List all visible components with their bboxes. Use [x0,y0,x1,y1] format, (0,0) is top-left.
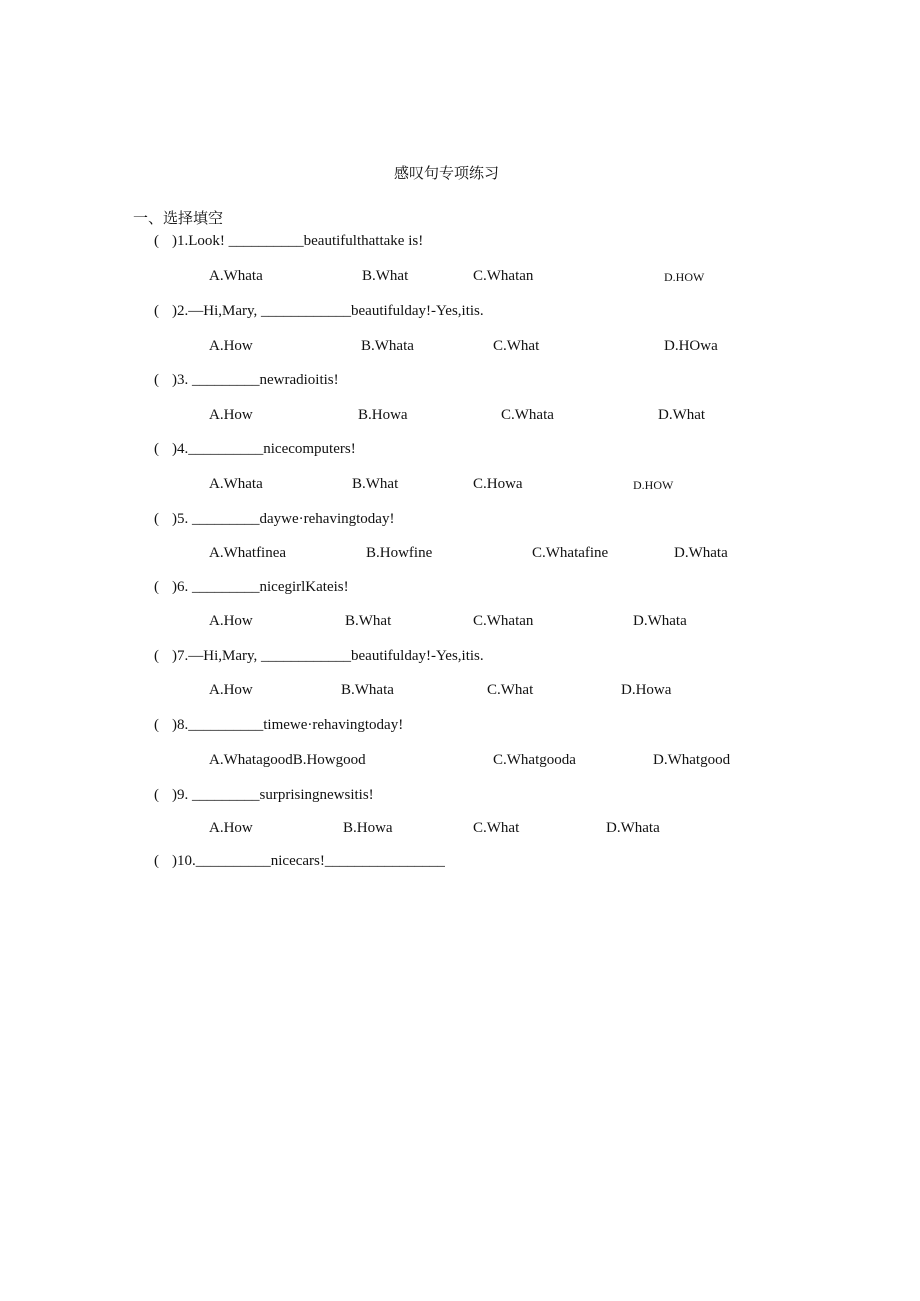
question-5-option-d: D.Whata [674,545,728,561]
question-2-option-c: C.What [493,338,540,354]
question-4-stem: )4.__________nicecomputers! [172,441,356,457]
question-1-option-c: C.Whatan [473,268,534,284]
question-2-stem: )2.—Hi,Mary, ____________beautifulday!-Yes,itis. [172,303,484,319]
question-8-option-ab: A.WhatagoodB.Howgood [209,752,366,768]
question-9-option-a: A.How [209,820,253,836]
answer-paren-2: ( [154,303,159,319]
question-5-option-a: A.Whatfinea [209,545,287,561]
question-3-option-c: C.Whata [501,407,554,423]
question-8-option-c: C.Whatgooda [493,752,576,768]
answer-paren-5: ( [154,511,159,527]
question-1-option-b: B.What [362,268,409,284]
question-2-option-d: D.HOwa [664,338,718,354]
question-10-stem: )10.__________nicecars!________________ [172,853,445,869]
question-9-option-b: B.Howa [343,820,393,836]
question-4-option-d: D.HOW [633,478,674,492]
section-heading: 一、选择填空 [133,209,224,227]
question-9-stem: )9. _________surprisingnewsitis! [172,787,374,803]
question-4-option-c: C.Howa [473,476,523,492]
question-7-option-d: D.Howa [621,682,672,698]
question-8-stem: )8.__________timewe·rehavingtoday! [172,717,404,733]
answer-paren-9: ( [154,787,159,803]
question-9-option-c: C.What [473,820,520,836]
answer-paren-6: ( [154,579,159,595]
answer-paren-4: ( [154,441,159,457]
question-6-option-a: A.How [209,613,253,629]
question-3-option-d: D.What [658,407,706,423]
question-8-option-d: D.Whatgood [653,752,731,768]
question-2-option-a: A.How [209,338,253,354]
answer-paren-3: ( [154,372,159,388]
question-4-option-b: B.What [352,476,399,492]
question-2-option-b: B.Whata [361,338,414,354]
question-6-option-d: D.Whata [633,613,687,629]
question-6-stem: )6. _________nicegirlKateis! [172,579,349,595]
question-7-stem: )7.—Hi,Mary, ____________beautifulday!-Yes,itis. [172,648,484,664]
question-4-option-a: A.Whata [209,476,263,492]
answer-paren-7: ( [154,648,159,664]
answer-paren-10: ( [154,853,159,869]
question-7-option-a: A.How [209,682,253,698]
answer-paren-8: ( [154,717,159,733]
question-3-stem: )3. _________newradioitis! [172,372,339,388]
question-5-stem: )5. _________daywe·rehavingtoday! [172,511,395,527]
question-5-option-b: B.Howfine [366,545,433,561]
answer-paren-1: ( [154,233,159,249]
question-3-option-a: A.How [209,407,253,423]
question-3-option-b: B.Howa [358,407,408,423]
question-5-option-c: C.Whatafine [532,545,609,561]
question-6-option-b: B.What [345,613,392,629]
question-7-option-c: C.What [487,682,534,698]
question-6-option-c: C.Whatan [473,613,534,629]
question-1-stem: )1.Look! __________beautifulthattake is! [172,233,424,249]
question-9-option-d: D.Whata [606,820,660,836]
page-title: 感叹句专项练习 [394,164,500,182]
question-1-option-d: D.HOW [664,270,705,284]
question-1-option-a: A.Whata [209,268,263,284]
question-7-option-b: B.Whata [341,682,394,698]
